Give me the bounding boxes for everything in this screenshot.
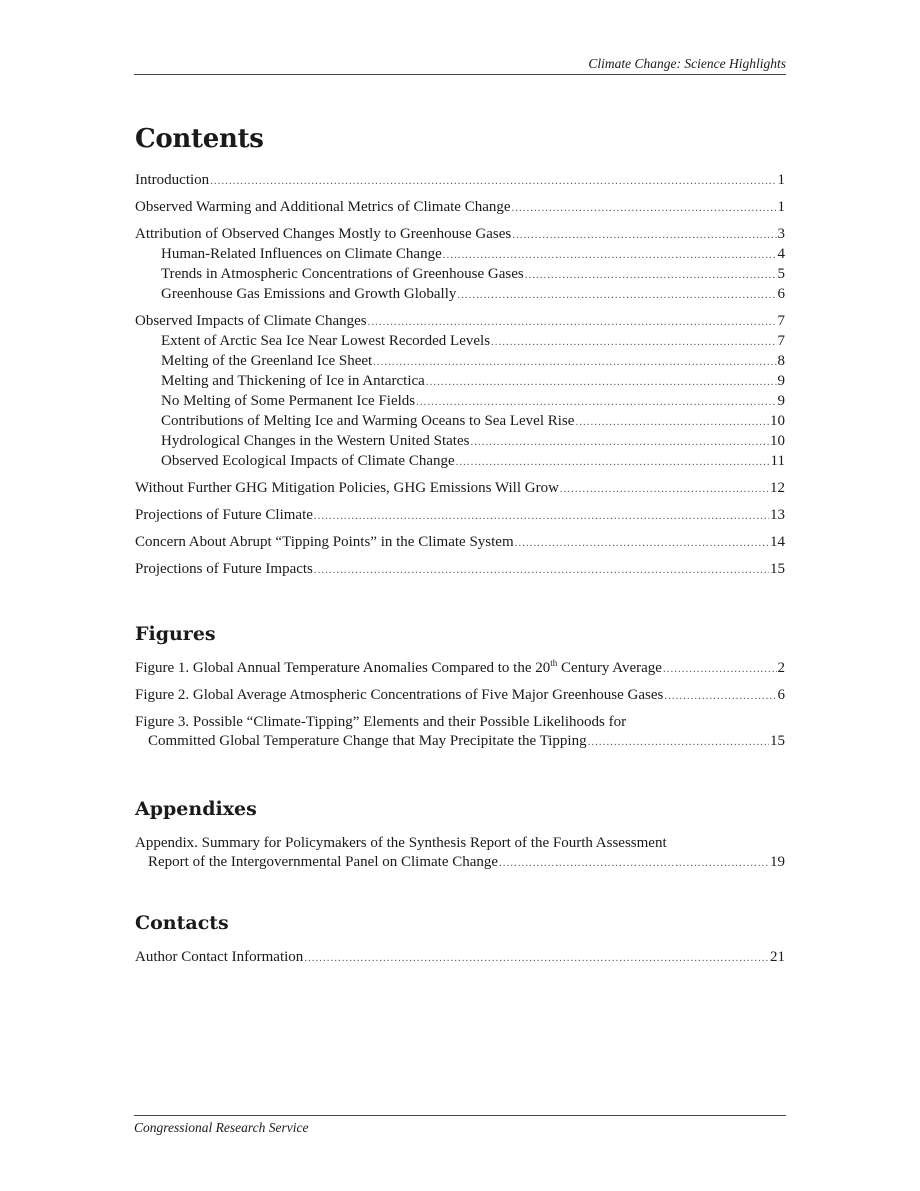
dot-leader	[210, 172, 776, 191]
dot-leader	[512, 199, 777, 218]
dot-leader	[368, 313, 777, 332]
dot-leader	[457, 286, 776, 305]
footer-text: Congressional Research Service	[134, 1120, 309, 1135]
toc-entry-page: 1	[777, 199, 785, 215]
toc-entry-appendix[interactable]	[135, 834, 785, 873]
contents-list	[135, 171, 785, 580]
toc-entry-title: Human-Related Influences on Climate Change	[161, 246, 442, 262]
toc-entry-page: 10	[770, 433, 785, 449]
toc-entry[interactable]	[135, 245, 785, 265]
toc-entry-page: 13	[770, 507, 785, 523]
toc-entry-figure-3[interactable]	[135, 713, 785, 752]
toc-entry-page: 6	[777, 286, 785, 302]
header-title: Climate Change: Science Highlights	[588, 56, 786, 71]
toc-entry[interactable]	[135, 392, 785, 412]
toc-entry-title: Without Further GHG Mitigation Policies, GHG Emissions Will Grow	[135, 480, 559, 496]
toc-entry[interactable]	[135, 533, 785, 553]
dot-leader	[314, 507, 769, 526]
dot-leader	[304, 949, 769, 968]
toc-entry-page: 2	[777, 660, 785, 676]
toc-entry-page: 8	[777, 353, 785, 369]
dot-leader	[512, 226, 776, 245]
toc-entry[interactable]	[135, 332, 785, 352]
dot-leader	[314, 561, 769, 580]
toc-entry-page: 10	[770, 413, 785, 429]
toc-entry-title-line1: Figure 3. Possible “Climate-Tipping” Elements and their Possible Likelihoods for	[135, 714, 627, 730]
toc-entry-title: Hydrological Changes in the Western United States	[161, 433, 470, 449]
toc-entry-title: Trends in Atmospheric Concentrations of Greenhouse Gases	[161, 266, 524, 282]
toc-entry-page: 6	[777, 687, 785, 703]
toc-entry-title: Projections of Future Impacts	[135, 561, 313, 577]
toc-entry-title: Author Contact Information	[135, 949, 304, 965]
dot-leader	[663, 660, 777, 679]
dot-leader	[491, 333, 776, 352]
dot-leader	[373, 353, 776, 372]
appendixes-heading: Appendixes	[135, 798, 257, 820]
toc-entry-title: Projections of Future Climate	[135, 507, 313, 523]
toc-entry-page: 14	[770, 534, 785, 550]
toc-entry-title: Concern About Abrupt “Tipping Points” in the Climate System	[135, 534, 514, 550]
toc-entry-page: 21	[770, 949, 785, 965]
toc-entry-title-line2: Committed Global Temperature Change that May Precipitate the Tipping	[148, 733, 587, 749]
toc-entry[interactable]	[135, 265, 785, 285]
dot-leader	[470, 433, 769, 452]
toc-entry-title: Observed Impacts of Climate Changes	[135, 313, 367, 329]
toc-entry-title: Melting and Thickening of Ice in Antarctica	[161, 373, 425, 389]
toc-entry-title-line2: Report of the Intergovernmental Panel on Climate Change	[148, 854, 499, 870]
dot-leader	[426, 373, 777, 392]
toc-entry[interactable]	[135, 432, 785, 452]
toc-entry-page: 7	[777, 313, 785, 329]
toc-entry[interactable]	[135, 412, 785, 432]
running-header	[134, 56, 786, 75]
toc-entry-page: 11	[770, 453, 785, 469]
dot-leader	[525, 266, 777, 285]
dot-leader	[560, 480, 769, 499]
toc-entry-page: 12	[770, 480, 785, 496]
toc-entry-title: No Melting of Some Permanent Ice Fields	[161, 393, 416, 409]
toc-entry[interactable]	[135, 372, 785, 392]
toc-entry-figure-2[interactable]	[135, 686, 785, 706]
contacts-section	[135, 912, 785, 968]
toc-entry-title: Melting of the Greenland Ice Sheet	[161, 353, 373, 369]
toc-entry-title: Greenhouse Gas Emissions and Growth Globally	[161, 286, 457, 302]
toc-entry[interactable]	[135, 285, 785, 305]
toc-entry-title: Observed Ecological Impacts of Climate Change	[161, 453, 455, 469]
toc-entry-page: 15	[770, 733, 785, 749]
toc-page	[135, 124, 785, 968]
toc-entry-title: Introduction	[135, 172, 210, 188]
toc-entry-figure-1[interactable]	[135, 659, 785, 679]
toc-entry[interactable]	[135, 560, 785, 580]
figures-section	[135, 623, 785, 752]
dot-leader	[416, 393, 776, 412]
toc-entry-page: 19	[770, 854, 785, 870]
toc-entry[interactable]	[135, 452, 785, 472]
toc-entry-page: 1	[777, 172, 785, 188]
toc-entry-title: Contributions of Melting Ice and Warming Oceans to Sea Level Rise	[161, 413, 575, 429]
toc-entry-page: 9	[777, 393, 785, 409]
toc-entry-title: Figure 1. Global Annual Temperature Anomalies Compared to the 20th Century Average	[135, 658, 662, 676]
toc-entry-title: Observed Warming and Additional Metrics of Climate Change	[135, 199, 511, 215]
toc-entry-title: Figure 2. Global Average Atmospheric Concentrations of Five Major Greenhouse Gases	[135, 687, 664, 703]
toc-entry-author-contact[interactable]	[135, 948, 785, 968]
dot-leader	[443, 246, 777, 265]
toc-entry[interactable]	[135, 352, 785, 372]
running-footer	[134, 1115, 786, 1136]
toc-entry[interactable]	[135, 225, 785, 245]
toc-entry-page: 15	[770, 561, 785, 577]
toc-entry-page: 9	[777, 373, 785, 389]
toc-entry-page: 3	[777, 226, 785, 242]
dot-leader	[588, 733, 769, 752]
toc-entry-page: 7	[777, 333, 785, 349]
toc-entry-title-line1: Appendix. Summary for Policymakers of the Synthesis Report of the Fourth Assessment	[135, 835, 667, 851]
toc-entry-page: 5	[777, 266, 785, 282]
figures-heading: Figures	[135, 623, 216, 645]
toc-entry[interactable]	[135, 479, 785, 499]
contents-heading: Contents	[135, 124, 264, 154]
toc-entry-page: 4	[777, 246, 785, 262]
toc-entry[interactable]	[135, 171, 785, 191]
toc-entry[interactable]	[135, 198, 785, 218]
appendixes-section	[135, 798, 785, 873]
contacts-heading: Contacts	[135, 912, 229, 934]
toc-entry-title: Extent of Arctic Sea Ice Near Lowest Recorded Levels	[161, 333, 491, 349]
dot-leader	[499, 854, 769, 873]
toc-entry[interactable]	[135, 506, 785, 526]
dot-leader	[515, 534, 769, 553]
dot-leader	[575, 413, 769, 432]
toc-entry[interactable]	[135, 312, 785, 332]
dot-leader	[456, 453, 770, 472]
toc-entry-title: Attribution of Observed Changes Mostly to Greenhouse Gases	[135, 226, 512, 242]
dot-leader	[664, 687, 776, 706]
